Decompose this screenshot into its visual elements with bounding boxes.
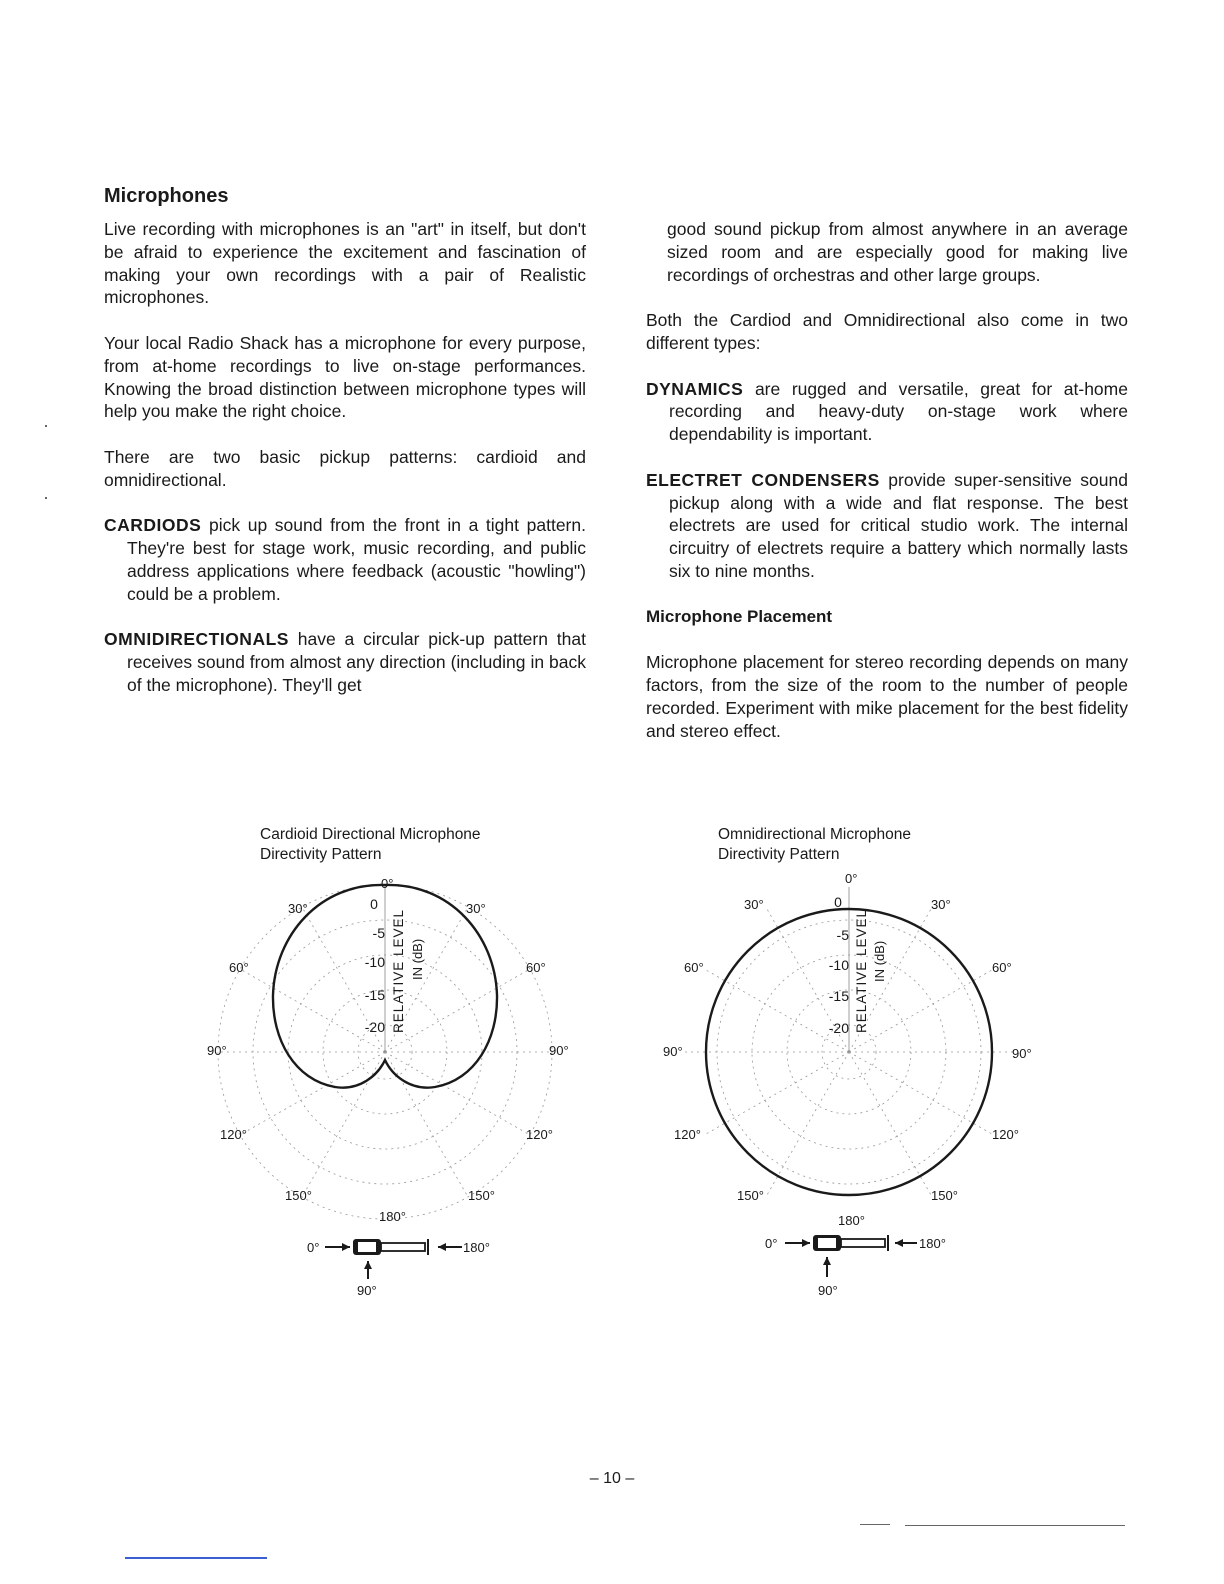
scan-dot: [45, 497, 47, 499]
paragraph: Your local Radio Shack has a microphone for every purpose, from at-home recordings to live on-stage performances. Knowing the broad distinction between microphone types will help you make the right choice.: [104, 332, 586, 422]
angle-label: 90°: [663, 1044, 683, 1059]
caption-line: Omnidirectional Microphone: [718, 826, 911, 843]
electret-paragraph: [646, 469, 1128, 583]
cardiods-paragraph: [104, 514, 586, 605]
angle-label: 180°: [379, 1209, 406, 1224]
level-label: -20: [364, 1019, 385, 1035]
section-title: Microphones: [104, 185, 229, 207]
electret-text: provide super-sensitive sound pickup along with a wide and flat response. The best electrets are used for critical studio work. The internal circuitry of electrets require a battery which normally lasts six to nine months.: [669, 469, 1128, 581]
microphone-icon: [325, 1239, 462, 1279]
angle-label: 150°: [737, 1188, 764, 1203]
mic-angle-label: 180°: [463, 1240, 490, 1255]
mic-angle-label: 0°: [307, 1240, 320, 1255]
scan-line: [905, 1525, 1125, 1526]
axis-unit: IN (dB): [410, 938, 425, 980]
angle-label: 150°: [468, 1188, 495, 1203]
mic-angle-label: 180°: [919, 1236, 946, 1251]
paragraph: Live recording with microphones is an "art" in itself, but don't be afraid to experience the excitement and fascination of making your own recordings with a pair of Realistic microphones.: [104, 219, 586, 308]
placement-text: Microphone placement for stereo recording depends on many factors, from the size of the room to the number of people recorded. Experiment with mike placement for the best fidelity and stereo effect.: [646, 652, 1128, 741]
angle-label: 30°: [288, 901, 308, 916]
angle-label: 120°: [992, 1127, 1019, 1142]
omni-text: have a circular pick-up pattern that receives sound from almost any direction (including in back of the microphone). They'll get: [127, 629, 586, 695]
electret-term: ELECTRET CONDENSERS: [646, 469, 880, 490]
angle-label: 120°: [526, 1127, 553, 1142]
axis-label: RELATIVE LEVEL: [854, 908, 869, 1033]
angle-label: 150°: [931, 1188, 958, 1203]
level-label: 0: [834, 894, 842, 910]
angle-label: 90°: [207, 1043, 227, 1058]
omni-paragraph: [104, 628, 586, 696]
angle-label: 90°: [1012, 1046, 1032, 1061]
right-column: [646, 218, 1128, 742]
axis-unit: IN (dB): [872, 940, 887, 982]
caption-line: Directivity Pattern: [718, 845, 840, 863]
angle-label: 30°: [931, 897, 951, 912]
caption-line: Cardioid Directional Microphone: [260, 826, 481, 843]
angle-label: 120°: [220, 1127, 247, 1142]
angle-label: 180°: [838, 1213, 865, 1228]
mic-angle-label: 90°: [818, 1283, 838, 1298]
level-label: -5: [836, 927, 849, 943]
angle-label: 120°: [674, 1127, 701, 1142]
cardiods-term: CARDIODS: [104, 515, 202, 536]
angle-label: 60°: [992, 960, 1012, 975]
dynamics-paragraph: [646, 378, 1128, 446]
axis-label: RELATIVE LEVEL: [391, 908, 406, 1033]
cardiods-text: pick up sound from the front in a tight pattern. They're best for stage work, music recording, and public address applications where feedback (acoustic "howling") could be a problem.: [127, 515, 586, 604]
level-label: -15: [828, 988, 849, 1004]
scan-line: [860, 1524, 890, 1525]
paragraph: There are two basic pickup patterns: cardioid and omnidirectional.: [104, 446, 586, 490]
omni-polar-plot: [655, 825, 1075, 1305]
level-label: -5: [372, 925, 385, 941]
angle-label: 60°: [526, 960, 546, 975]
decorative-rule: [125, 1557, 267, 1559]
angle-label: 0°: [845, 871, 858, 886]
caption-line: Directivity Pattern: [260, 845, 382, 863]
level-label: -10: [828, 957, 849, 973]
cardioid-polar-plot: [200, 825, 620, 1305]
level-label: -15: [364, 987, 385, 1003]
scan-dot: [45, 425, 47, 427]
paragraph-continued: good sound pickup from almost anywhere in an average sized room and are especially good for making live recordings of orchestras and other large groups.: [667, 219, 1128, 285]
paragraph: Both the Cardiod and Omnidirectional also come in two different types:: [646, 310, 1128, 353]
angle-label: 90°: [549, 1043, 569, 1058]
dynamics-text: are rugged and versatile, great for at-home recording and heavy-duty on-stage work where dependability is important.: [669, 378, 1128, 445]
mic-angle-label: 90°: [357, 1283, 377, 1298]
omni-diagram: [655, 825, 1075, 1305]
level-label: 0: [370, 896, 378, 912]
angle-label: 30°: [466, 901, 486, 916]
mic-angle-label: 0°: [765, 1236, 778, 1251]
left-column: [104, 218, 586, 720]
angle-label: 60°: [229, 960, 249, 975]
dynamics-term: DYNAMICS: [646, 378, 744, 399]
level-label: -10: [364, 954, 385, 970]
angle-label: 150°: [285, 1188, 312, 1203]
angle-label: 60°: [684, 960, 704, 975]
placement-title: Microphone Placement: [646, 606, 833, 626]
cardioid-diagram: [200, 825, 620, 1305]
level-label: -20: [828, 1020, 849, 1036]
omni-term: OMNIDIRECTIONALS: [104, 629, 289, 650]
page-number: – 10 –: [589, 1470, 635, 1487]
microphone-icon: [785, 1235, 917, 1277]
angle-label: 0°: [381, 876, 394, 891]
angle-label: 30°: [744, 897, 764, 912]
